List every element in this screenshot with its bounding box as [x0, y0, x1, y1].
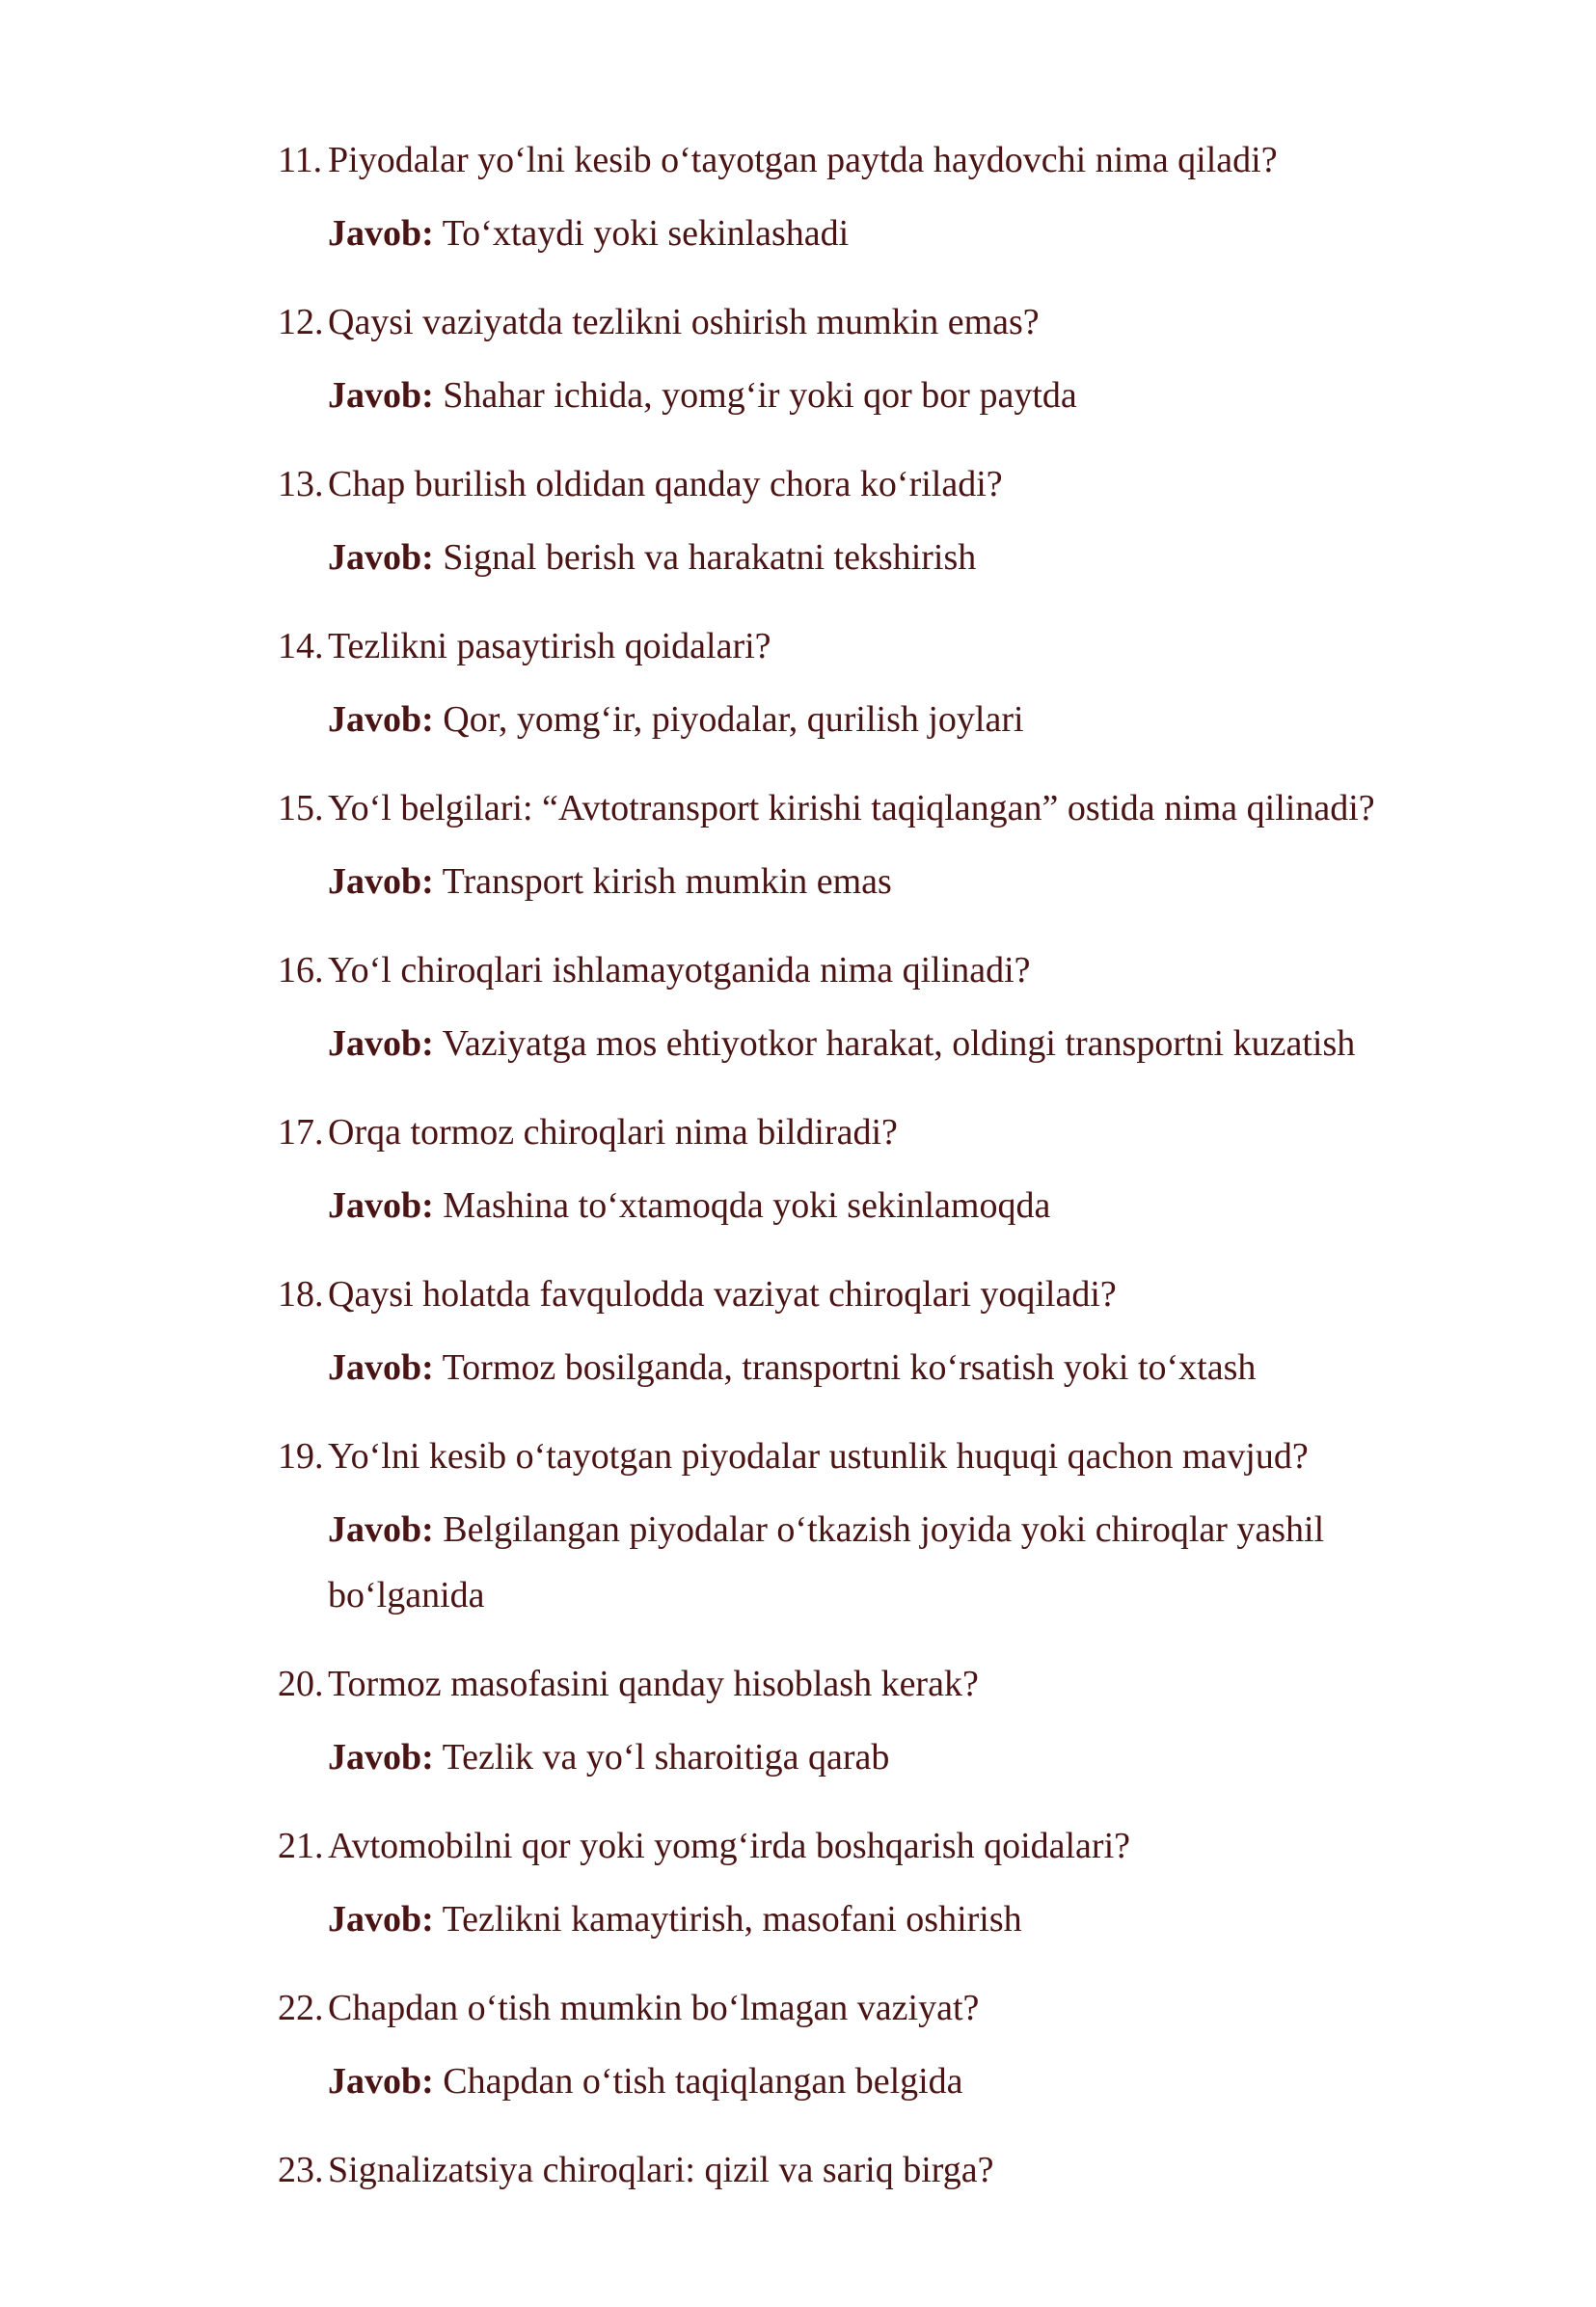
question-number: 11. — [278, 140, 323, 180]
question-number: 23. — [278, 2150, 324, 2190]
answer-text: To‘xtaydi yoki sekinlashadi — [442, 213, 850, 254]
answer-label: Javob: — [328, 1347, 434, 1388]
answer-label: Javob: — [328, 1023, 434, 1064]
answer-text: Tezlik va yo‘l sharoitiga qarab — [442, 1737, 890, 1778]
answer — [278, 1886, 1483, 1952]
answer-label: Javob: — [328, 375, 434, 416]
answer — [278, 849, 1483, 914]
qa-item-11 — [278, 135, 1483, 297]
answer-label: Javob: — [328, 861, 434, 902]
qa-item-19 — [278, 1431, 1483, 1659]
question-text: Tormoz masofasini qanday hisoblash kerak? — [328, 1664, 979, 1704]
qa-item-22 — [278, 1983, 1483, 2145]
question — [278, 945, 1483, 995]
question-number: 15. — [278, 788, 324, 828]
question — [278, 1431, 1483, 1481]
answer-label: Javob: — [328, 1737, 434, 1778]
question-text: Chap burilish oldidan qanday chora ko‘riladi? — [328, 464, 1003, 504]
answer-label: Javob: — [328, 1185, 434, 1226]
qa-item-16 — [278, 945, 1483, 1107]
document-page — [278, 135, 1483, 2307]
question-text: Tezlikni pasaytirish qoidalari? — [328, 626, 771, 666]
question-text: Signalizatsiya chiroqlari: qizil va sariq birga? — [328, 2150, 994, 2190]
question — [278, 459, 1483, 509]
question-number: 20. — [278, 1664, 324, 1704]
question — [278, 1107, 1483, 1157]
question-text: Yo‘l belgilari: “Avtotransport kirishi taqiqlangan” ostida nima qilinadi? — [328, 788, 1375, 828]
answer-text: Mashina to‘xtamoqda yoki sekinlamoqda — [443, 1185, 1051, 1226]
qa-item-17 — [278, 1107, 1483, 1269]
answer — [278, 201, 1483, 266]
question — [278, 621, 1483, 671]
answer-text: Transport kirish mumkin emas — [442, 861, 892, 902]
answer-label: Javob: — [328, 537, 434, 578]
answer-text: Vaziyatga mos ehtiyotkor harakat, oldingi transportni kuzatish — [442, 1023, 1356, 1064]
answer-label: Javob: — [328, 1899, 434, 1940]
question-text: Avtomobilni qor yoki yomg‘irda boshqarish qoidalari? — [328, 1826, 1130, 1866]
answer-text: Tormoz bosilganda, transportni ko‘rsatish yoki to‘xtash — [442, 1347, 1257, 1388]
question — [278, 135, 1483, 185]
question — [278, 783, 1483, 833]
answer-label: Javob: — [328, 2061, 434, 2102]
question-text: Orqa tormoz chiroqlari nima bildiradi? — [328, 1112, 898, 1153]
question-number: 19. — [278, 1436, 324, 1477]
question — [278, 1659, 1483, 1709]
answer — [278, 525, 1483, 590]
answer-text: Chapdan o‘tish taqiqlangan belgida — [443, 2061, 963, 2102]
answer-text: Qor, yomg‘ir, piyodalar, qurilish joylari — [443, 699, 1024, 740]
question-text: Yo‘l chiroqlari ishlamayotganida nima qilinadi? — [328, 950, 1031, 991]
question-number: 14. — [278, 626, 324, 666]
question-number: 21. — [278, 1826, 324, 1866]
answer-text: Tezlikni kamaytirish, masofani oshirish — [442, 1899, 1022, 1940]
question-text: Chapdan o‘tish mumkin bo‘lmagan vaziyat? — [328, 1988, 980, 2028]
question-text: Yo‘lni kesib o‘tayotgan piyodalar ustunlik huquqi qachon mavjud? — [328, 1436, 1309, 1477]
answer-text: Signal berish va harakatni tekshirish — [443, 537, 977, 578]
answer-text: Shahar ichida, yomg‘ir yoki qor bor paytda — [443, 375, 1077, 416]
answer — [278, 1497, 1447, 1628]
qa-item-20 — [278, 1659, 1483, 1821]
qa-item-13 — [278, 459, 1483, 621]
qa-item-15 — [278, 783, 1483, 945]
question-text: Qaysi holatda favqulodda vaziyat chiroqlari yoqiladi? — [328, 1274, 1117, 1315]
question — [278, 2145, 1483, 2195]
qa-item-23 — [278, 2145, 1483, 2307]
qa-item-12 — [278, 297, 1483, 459]
question — [278, 1821, 1483, 1871]
answer-label: Javob: — [328, 213, 434, 254]
question — [278, 1983, 1483, 2033]
answer-label: Javob: — [328, 1509, 434, 1550]
answer-label: Javob: — [328, 699, 434, 740]
answer — [278, 363, 1483, 428]
answer — [278, 2049, 1483, 2114]
question — [278, 297, 1483, 347]
question-number: 12. — [278, 302, 324, 342]
answer — [278, 687, 1483, 752]
answer — [278, 1724, 1483, 1790]
qa-item-14 — [278, 621, 1483, 783]
question-number: 13. — [278, 464, 324, 504]
answer-text: Belgilangan piyodalar o‘tkazish joyida yoki chiroqlar yashil bo‘lganida — [328, 1509, 1325, 1615]
question-text: Piyodalar yo‘lni kesib o‘tayotgan paytda haydovchi nima qiladi? — [328, 140, 1278, 180]
qa-item-21 — [278, 1821, 1483, 1983]
answer — [278, 1335, 1483, 1400]
question-number: 18. — [278, 1274, 324, 1315]
qa-item-18 — [278, 1269, 1483, 1431]
question-number: 17. — [278, 1112, 324, 1153]
question — [278, 1269, 1483, 1319]
question-number: 16. — [278, 950, 324, 991]
answer — [278, 1173, 1483, 1238]
question-number: 22. — [278, 1988, 324, 2028]
answer — [278, 1011, 1483, 1076]
question-text: Qaysi vaziyatda tezlikni oshirish mumkin emas? — [328, 302, 1040, 342]
